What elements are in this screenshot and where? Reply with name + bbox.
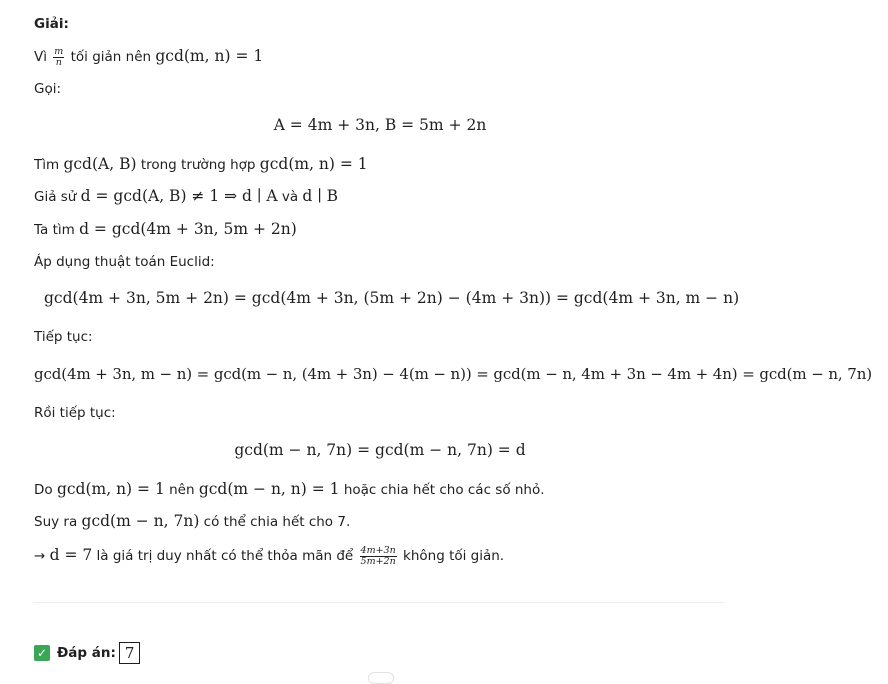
math: d = 7 [49,546,93,564]
line-goi: Gọi: [34,81,62,97]
text: Tìm [34,157,60,173]
math: d = gcd(4m + 3n, 5m + 2n) [79,220,297,238]
text: Vì [34,49,47,65]
line-deduce [34,511,350,532]
line-continue: Tiếp tục: [34,329,93,345]
arrow-icon: → [34,548,46,564]
line-since [34,479,545,500]
fraction-expression [360,546,397,567]
scroll-button-partial[interactable] [368,672,394,684]
frac-num: m [54,45,64,57]
display-equation-ab: A = 4m + 3n, B = 5m + 2n [273,116,487,134]
answer-row [34,641,140,665]
fraction-m-over-n [53,47,64,68]
text: nên [169,482,195,498]
math: gcd(m, n) = 1 [155,47,264,65]
text: không tối giản. [403,548,505,564]
line-conclusion [34,545,504,567]
frac-den: n [53,57,64,68]
text: Do [34,482,53,498]
text: có thể chia hết cho 7. [203,514,351,530]
text: và [281,189,299,205]
text: Suy ra [34,514,78,530]
line-continue-again: Rồi tiếp tục: [34,405,116,421]
answer-value: 7 [119,642,141,664]
text: hoặc chia hết cho các số nhỏ. [343,482,545,498]
display-equation-euclid: gcd(4m + 3n, 5m + 2n) = gcd(4m + 3n, (5m + 2n) − (4m + 3n)) = gcd(4m + 3n, m − n) [44,289,740,307]
line-find-d [34,219,297,240]
line-find-gcd [34,154,368,175]
frac-num: 4m+3n [360,544,396,556]
answer-label: Đáp án: [57,645,116,661]
display-equation-d: gcd(m − n, 7n) = gcd(m − n, 7n) = d [234,441,526,459]
solution-heading: Giải: [34,16,69,32]
math: gcd(m, n) = 1 [259,155,368,173]
line-assume-d [34,186,338,207]
display-equation-continue: gcd(4m + 3n, m − n) = gcd(m − n, (4m + 3n) − 4(m − n)) = gcd(m − n, 4m + 3n − 4m + 4n) = gcd(m − n, 7n) [34,365,873,383]
line-coprime [34,46,263,68]
math: gcd(m − n, 7n) [81,512,200,530]
math: gcd(m, n) = 1 [56,480,165,498]
divider [34,602,724,603]
text: là giá trị duy nhất có thể thỏa mãn để [96,548,354,564]
math: gcd(A, B) [63,155,137,173]
text: Ta tìm [34,222,75,238]
math: gcd(m − n, n) = 1 [198,480,340,498]
math: d = gcd(A, B) ≠ 1 ⇒ d ∣ A [80,187,278,205]
check-icon: ✓ [34,645,50,661]
frac-den: 5m+2n [360,555,396,567]
text: tối giản nên [70,49,152,65]
text: trong trường hợp [140,157,256,173]
line-euclid: Áp dụng thuật toán Euclid: [34,254,215,270]
math: d ∣ B [302,187,339,205]
text: Giả sử [34,189,77,205]
